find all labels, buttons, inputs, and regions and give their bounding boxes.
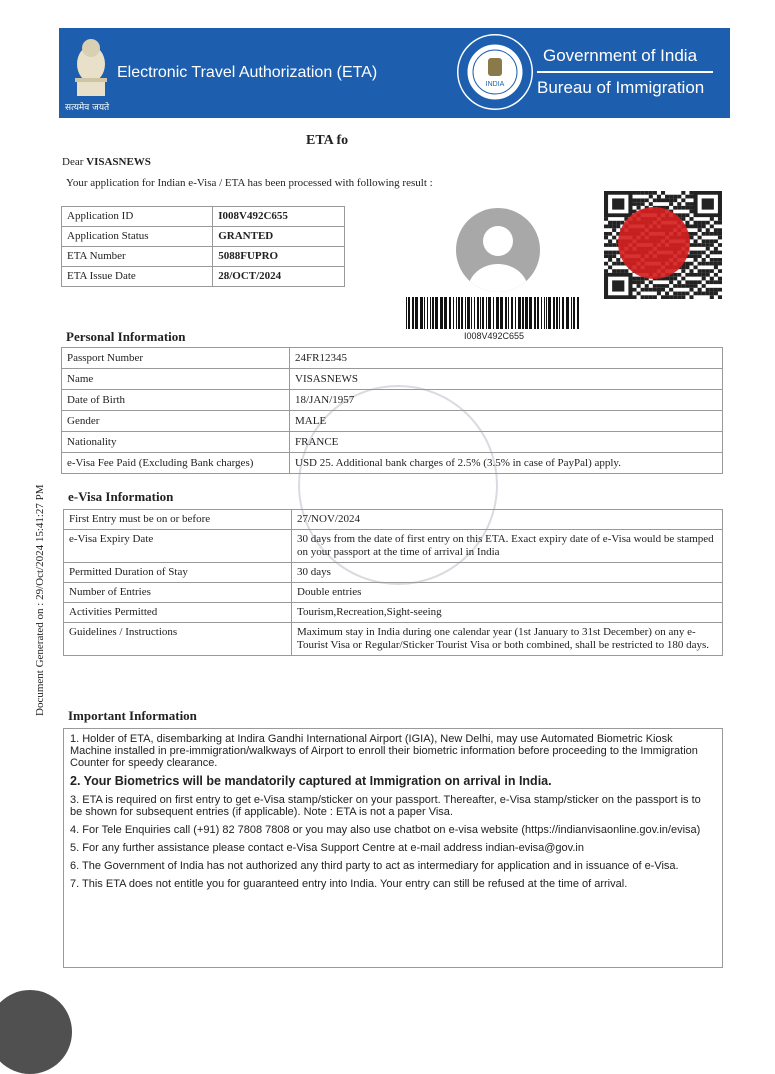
gov-line2: Bureau of Immigration — [537, 78, 705, 97]
overlay-button[interactable] — [0, 990, 72, 1074]
row-value: MALE — [290, 411, 723, 432]
intro-text: Your application for Indian e-Visa / ETA has been processed with following result : — [66, 177, 433, 189]
table-row — [64, 530, 723, 563]
gov-divider — [537, 71, 713, 73]
important-item: 3. ETA is required on first entry to get e-Visa stamp/sticker on your passport. Thereafter, e-Visa stamp/sticker on the passport is to be shown for subsequent entries (if applicable). Note : ETA is not a paper Visa. — [70, 794, 701, 818]
barcode-icon — [404, 297, 584, 329]
row-label: ETA Number — [62, 247, 213, 267]
row-value: Tourism,Recreation,Sight-seeing — [292, 603, 723, 623]
seal-text: INDIA — [485, 81, 505, 88]
person-icon — [456, 208, 540, 292]
important-item: 1. Holder of ETA, disembarking at Indira Gandhi International Airport (IGIA), New Delhi, may use Automated Biometric Kiosk Machine installed in pre-immigration/walkways of Airport to enroll their biometric information before proceeding to the Immigration Counter for speedy clearance. — [70, 733, 698, 769]
immigration-seal-icon — [457, 34, 533, 110]
table-row — [62, 411, 723, 432]
row-value: Maximum stay in India during one calendar year (1st January to 31st December) on any e-Tourist Visa or Regular/Sticker Tourist Visa or both combined, shall be restricted to 180 days. — [292, 623, 723, 656]
table-row — [62, 207, 345, 227]
row-label: Name — [62, 369, 290, 390]
row-label: Nationality — [62, 432, 290, 453]
barcode-text: I008V492C655 — [463, 331, 525, 341]
row-label: Number of Entries — [64, 583, 292, 603]
row-value: 27/NOV/2024 — [292, 510, 723, 530]
table-row — [62, 432, 723, 453]
important-item: 7. This ETA does not entitle you for guaranteed entry into India. Your entry can still be refused at the time of arrival. — [70, 878, 628, 890]
document-heading: ETA fo — [306, 133, 349, 148]
banner-title: Electronic Travel Authorization (ETA) — [117, 64, 378, 81]
important-item: 4. For Tele Enquiries call (+91) 82 7808 7808 or you may also use chatbot on e-visa website (https://indianvisaonline.gov.in/evisa) — [70, 824, 701, 836]
evisa-info-table — [63, 509, 723, 656]
important-item: 6. The Government of India has not authorized any third party to act as intermediary for application and in issuance of e-Visa. — [70, 860, 679, 872]
evisa-info-title: e-Visa Information — [68, 489, 174, 504]
greeting — [62, 156, 151, 168]
table-row — [62, 390, 723, 411]
table-row — [64, 510, 723, 530]
personal-info-table — [61, 347, 723, 474]
row-label: e-Visa Fee Paid (Excluding Bank charges) — [62, 453, 290, 474]
application-summary-table — [61, 206, 345, 287]
greeting-name: VISASNEWS — [86, 156, 151, 168]
table-row — [64, 583, 723, 603]
row-label: Gender — [62, 411, 290, 432]
table-row — [62, 247, 345, 267]
gov-line1: Government of India — [543, 46, 698, 65]
important-item: 5. For any further assistance please contact e-Visa Support Centre at e-mail address indian-evisa@gov.in — [70, 842, 584, 854]
table-row — [64, 603, 723, 623]
important-info-title: Important Information — [68, 708, 197, 723]
applicant-photo-avatar — [456, 208, 540, 292]
row-label: Activities Permitted — [64, 603, 292, 623]
table-row — [62, 348, 723, 369]
header-banner — [59, 28, 730, 118]
row-value: USD 25. Additional bank charges of 2.5% (3.5% in case of PayPal) apply. — [290, 453, 723, 474]
table-row — [64, 623, 723, 656]
greeting-prefix: Dear — [62, 156, 87, 168]
row-label: First Entry must be on or before — [64, 510, 292, 530]
qr-code-icon — [604, 191, 722, 299]
row-value: 5088FUPRO — [213, 247, 345, 267]
row-value: VISASNEWS — [290, 369, 723, 390]
row-value: Double entries — [292, 583, 723, 603]
row-label: ETA Issue Date — [62, 267, 213, 287]
row-value: 28/OCT/2024 — [213, 267, 345, 287]
row-value: FRANCE — [290, 432, 723, 453]
table-row — [62, 267, 345, 287]
row-label: Application ID — [62, 207, 213, 227]
row-value: GRANTED — [213, 227, 345, 247]
row-label: Permitted Duration of Stay — [64, 563, 292, 583]
table-row — [62, 453, 723, 474]
row-label: Passport Number — [62, 348, 290, 369]
personal-info-title: Personal Information — [66, 329, 186, 344]
row-value: 18/JAN/1957 — [290, 390, 723, 411]
row-label: Guidelines / Instructions — [64, 623, 292, 656]
row-value: 24FR12345 — [290, 348, 723, 369]
row-label: Application Status — [62, 227, 213, 247]
important-info-box — [63, 728, 723, 968]
row-value: I008V492C655 — [213, 207, 345, 227]
table-row — [62, 227, 345, 247]
row-value: 30 days — [292, 563, 723, 583]
table-row — [62, 369, 723, 390]
row-label: Date of Birth — [62, 390, 290, 411]
row-label: e-Visa Expiry Date — [64, 530, 292, 563]
emblem-motto: सत्यमेव जयते — [65, 103, 110, 113]
ashoka-emblem-icon — [67, 34, 115, 102]
row-value: 30 days from the date of first entry on this ETA. Exact expiry date of e-Visa would be stamped on your passport at the time of arrival in India — [292, 530, 723, 563]
generated-timestamp: Document Generated on : 29/Oct/2024 15:41:27 PM — [34, 484, 46, 716]
table-row — [64, 563, 723, 583]
important-item: 2. Your Biometrics will be mandatorily captured at Immigration on arrival in India. — [70, 774, 552, 788]
